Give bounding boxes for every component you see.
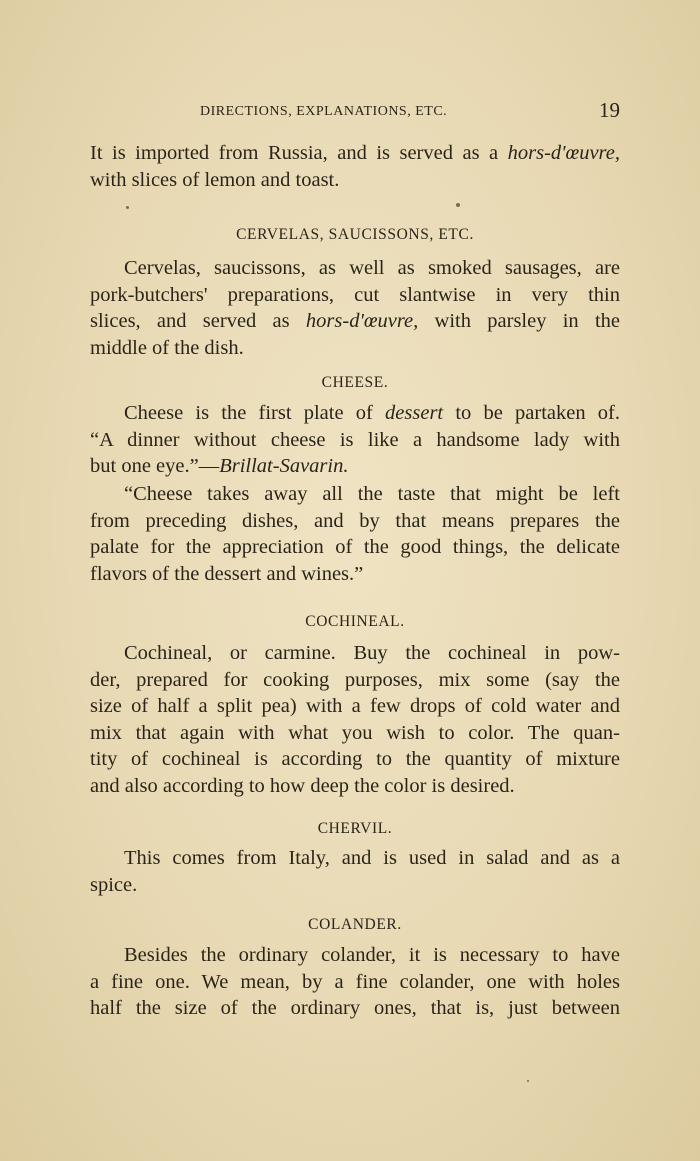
cervelas-line-3-italic: hors-d'œuvre, bbox=[305, 310, 419, 332]
intro-line-1-italic: hors-d'œuvre, bbox=[507, 142, 620, 164]
cheese-quote-line-4: flavors of the dessert and wines.” bbox=[90, 562, 364, 585]
colander-line-1: Besides the ordinary colander, it is necessary to have bbox=[124, 944, 620, 966]
cheese-line-1-a: Cheese is the first plate of bbox=[124, 402, 386, 424]
ink-speck bbox=[527, 1080, 529, 1082]
cervelas-paragraph bbox=[90, 255, 620, 361]
cochineal-line-3: size of half a split pea) with a few drops of cold water and bbox=[90, 695, 620, 717]
running-head bbox=[200, 98, 620, 128]
running-head-title: DIRECTIONS, EXPLANATIONS, ETC. bbox=[200, 104, 448, 119]
cervelas-line-1: Cervelas, saucissons, as well as smoked sausages, are bbox=[124, 257, 620, 279]
cochineal-line-2: der, prepared for cooking purposes, mix some (say the bbox=[90, 668, 620, 691]
cheese-quote-line-3: palate for the appreciation of the good things, the delicate bbox=[90, 536, 620, 558]
intro-line-1-text: It is imported from Russia, and is served as a bbox=[90, 142, 508, 164]
cheese-line-1-b: to be partaken of. bbox=[443, 402, 620, 424]
cervelas-line-2: pork-butchers' preparations, cut slantwise in very thin bbox=[90, 283, 620, 306]
cheese-line-1-italic: dessert bbox=[385, 402, 444, 424]
page-number: 19 bbox=[599, 98, 620, 122]
chervil-paragraph bbox=[90, 845, 620, 898]
section-heading-cochineal: COCHINEAL. bbox=[305, 613, 405, 630]
intro-line-1 bbox=[90, 140, 620, 167]
colander-line-3: half the size of the ordinary ones, that is, just between bbox=[90, 997, 620, 1019]
cheese-paragraph-2 bbox=[90, 481, 620, 587]
cervelas-line-3-a: slices, and served as bbox=[90, 310, 306, 332]
cochineal-line-6: and also according to how deep the color is desired. bbox=[90, 774, 515, 797]
cochineal-line-5: tity of cochineal is according to the quantity of mixture bbox=[90, 748, 620, 770]
cervelas-line-4: middle of the dish. bbox=[90, 336, 244, 359]
cochineal-line-1: Cochineal, or carmine. Buy the cochineal in pow- bbox=[124, 642, 620, 664]
colander-line-2: a fine one. We mean, by a fine colander, one with holes bbox=[90, 970, 620, 993]
cervelas-line-3-b: with parsley in the bbox=[418, 310, 620, 332]
section-heading-cheese: CHEESE. bbox=[321, 374, 389, 391]
ink-speck bbox=[456, 203, 460, 207]
cheese-line-3-a: but one eye.”— bbox=[90, 455, 220, 477]
ink-speck bbox=[126, 206, 129, 209]
section-heading-cervelas: CERVELAS, SAUCISSONS, ETC. bbox=[236, 226, 474, 243]
section-heading-colander: COLANDER. bbox=[308, 916, 402, 933]
intro-line-2: with slices of lemon and toast. bbox=[90, 168, 340, 191]
colander-paragraph bbox=[90, 942, 620, 1022]
section-heading-chervil: CHERVIL. bbox=[317, 820, 393, 837]
cervelas-line-3 bbox=[90, 308, 620, 335]
cheese-line-2: “A dinner without cheese is like a handsome lady with bbox=[90, 428, 620, 451]
cheese-quote-line-1: “Cheese takes away all the taste that might be left bbox=[124, 483, 620, 505]
cheese-line-3-italic: Brillat-Savarin. bbox=[219, 455, 349, 477]
intro-paragraph bbox=[90, 140, 620, 193]
cochineal-line-4: mix that again with what you wish to color. The quan- bbox=[90, 721, 620, 744]
chervil-line-2: spice. bbox=[90, 873, 138, 896]
cheese-line-1 bbox=[90, 400, 620, 427]
cheese-line-3 bbox=[90, 453, 620, 480]
cheese-quote-line-2: from preceding dishes, and by that means prepares the bbox=[90, 509, 620, 532]
chervil-line-1: This comes from Italy, and is used in salad and as a bbox=[124, 847, 620, 869]
cheese-paragraph-1 bbox=[90, 400, 620, 480]
cochineal-paragraph bbox=[90, 640, 620, 799]
